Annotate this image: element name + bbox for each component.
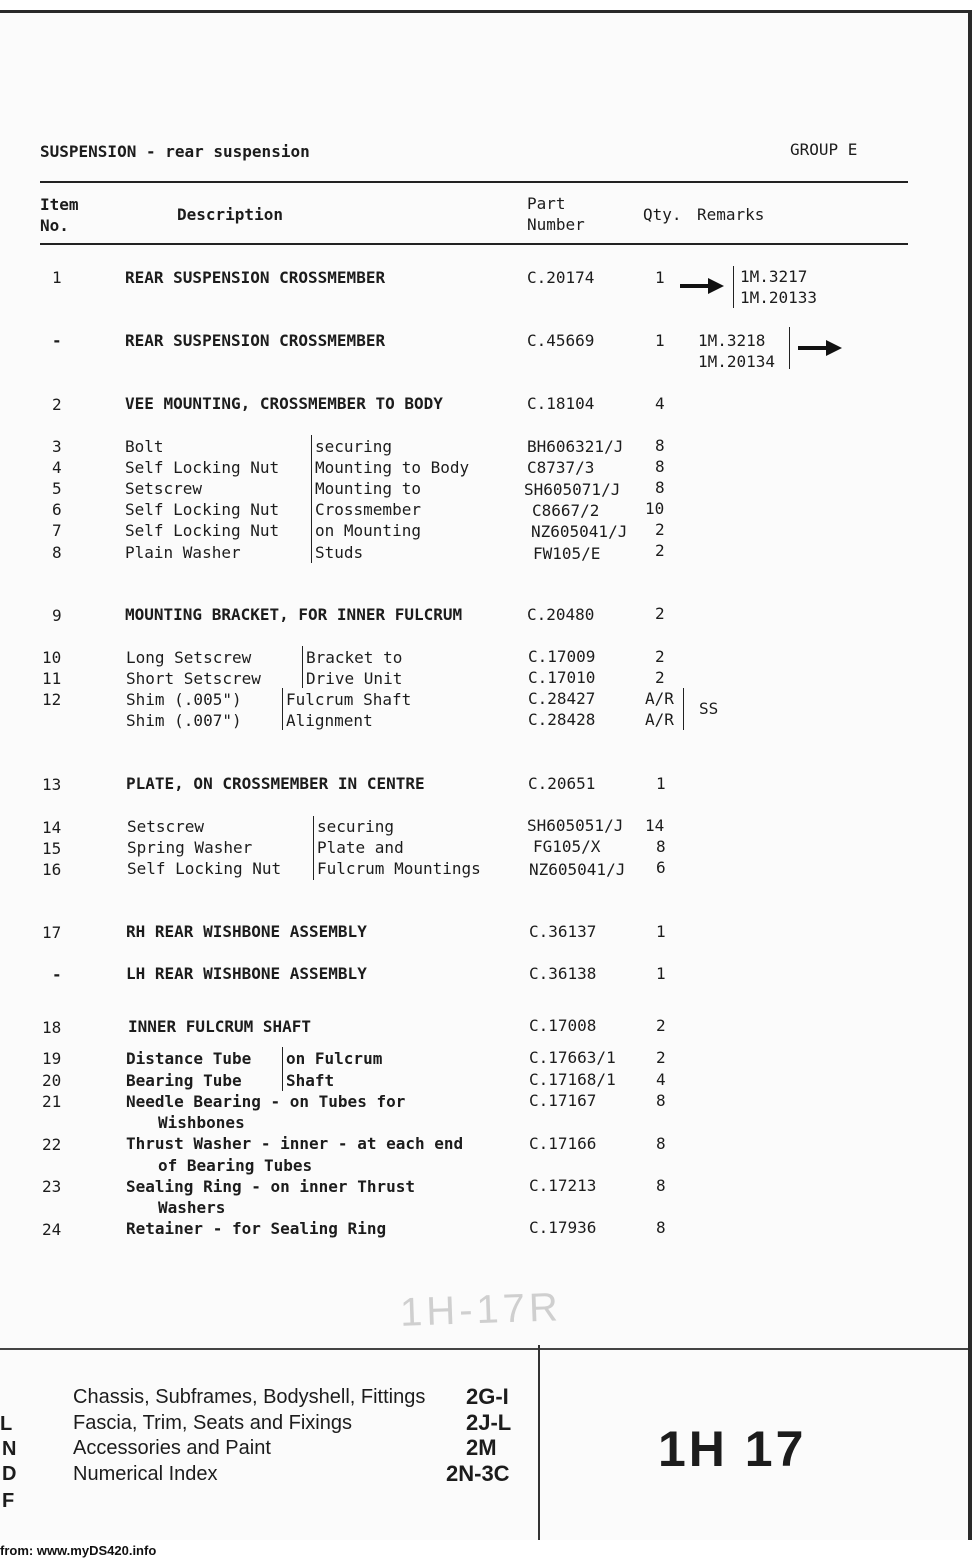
part-description: Self Locking Nut — [125, 458, 280, 477]
item-no: - — [52, 965, 62, 984]
item-no: 14 — [42, 818, 62, 837]
part-number: C.36138 — [529, 964, 597, 983]
remark-bracket — [733, 266, 734, 308]
item-no: 16 — [42, 860, 62, 879]
part-description: Long Setscrew — [126, 648, 252, 667]
quantity: 1 — [655, 331, 665, 350]
quantity: A/R — [645, 710, 674, 729]
item-no: 22 — [42, 1135, 62, 1154]
group-bracket — [282, 1047, 283, 1091]
fitting-note: securing — [315, 437, 393, 456]
part-description: Distance Tube — [126, 1049, 252, 1068]
quantity: 2 — [655, 647, 665, 666]
edge-index-letter: L — [0, 1413, 13, 1435]
part-description: Bearing Tube — [126, 1071, 242, 1090]
col-item-no-1: Item — [40, 195, 79, 214]
item-no: - — [52, 331, 62, 350]
quantity: A/R — [645, 689, 674, 708]
quantity: 2 — [656, 1048, 666, 1067]
part-description: Short Setscrew — [126, 669, 261, 688]
part-description-cont: Washers — [158, 1198, 226, 1217]
part-number: NZ605041/J — [529, 860, 626, 879]
part-number: SH605071/J — [524, 480, 621, 499]
part-number: C.18104 — [527, 394, 595, 413]
quantity: 8 — [656, 1134, 666, 1153]
arrow-right-icon — [680, 278, 724, 294]
item-no: 18 — [42, 1018, 62, 1037]
index-entry-code: 2G-I — [466, 1384, 509, 1409]
part-number: FW105/E — [533, 544, 601, 563]
item-no: 17 — [42, 923, 62, 942]
header-bottom-rule — [40, 243, 908, 245]
part-description: Shim (.005") — [126, 690, 242, 709]
fitting-note: Shaft — [286, 1071, 335, 1090]
arrow-right-icon — [798, 340, 842, 356]
part-description: REAR SUSPENSION CROSSMEMBER — [125, 268, 386, 287]
part-number: C.17010 — [528, 668, 596, 687]
part-number: C.20480 — [527, 605, 595, 624]
part-description: Self Locking Nut — [125, 500, 280, 519]
part-number: C8737/3 — [527, 458, 595, 477]
group-bracket — [311, 435, 312, 563]
part-number: C.17009 — [528, 647, 596, 666]
item-no: 6 — [52, 500, 62, 519]
item-no: 1 — [52, 268, 62, 287]
item-no: 8 — [52, 543, 62, 562]
fitting-note: Drive Unit — [306, 669, 403, 688]
remark-serial-to: 1M.20133 — [740, 288, 818, 307]
quantity: 6 — [656, 858, 666, 877]
item-no: 21 — [42, 1092, 62, 1111]
quantity: 4 — [655, 394, 665, 413]
quantity: 1 — [655, 268, 665, 287]
fitting-note: Plate and — [317, 838, 404, 857]
item-no: 13 — [42, 775, 62, 794]
part-number: SH605051/J — [527, 816, 624, 835]
quantity: 8 — [655, 478, 665, 497]
quantity: 2 — [655, 541, 665, 560]
col-qty: Qty. — [643, 205, 682, 224]
part-number: C.17008 — [529, 1016, 597, 1035]
part-description: RH REAR WISHBONE ASSEMBLY — [126, 922, 367, 941]
edge-index-letter: F — [2, 1490, 15, 1512]
quantity: 4 — [656, 1070, 666, 1089]
quantity: 8 — [656, 837, 666, 856]
edge-index-letter: D — [2, 1463, 17, 1485]
quantity: 1 — [656, 774, 666, 793]
footer-divider — [538, 1345, 540, 1542]
col-part-number-1: Part — [527, 194, 566, 213]
part-description: Self Locking Nut — [125, 521, 280, 540]
part-number: C.28428 — [528, 710, 596, 729]
header-top-rule — [40, 181, 908, 183]
part-number: NZ605041/J — [531, 522, 628, 541]
quantity: 14 — [645, 816, 665, 835]
quantity: 8 — [656, 1091, 666, 1110]
part-description: INNER FULCRUM SHAFT — [128, 1017, 312, 1036]
quantity: 1 — [656, 922, 666, 941]
index-entry-label: Chassis, Subframes, Bodyshell, Fittings — [73, 1386, 426, 1408]
col-item-no-2: No. — [40, 216, 69, 235]
section-title: SUSPENSION - rear suspension — [40, 142, 310, 161]
handwritten-page-note: 1H-17R — [399, 1285, 563, 1335]
group-bracket — [282, 688, 283, 730]
item-no: 2 — [52, 395, 62, 414]
part-number: C.17663/1 — [529, 1048, 616, 1067]
item-no: 10 — [42, 648, 62, 667]
quantity: 8 — [655, 436, 665, 455]
part-description: Setscrew — [127, 817, 205, 836]
item-no: 12 — [42, 690, 62, 709]
item-no: 5 — [52, 479, 62, 498]
part-description: Setscrew — [125, 479, 203, 498]
quantity: 2 — [656, 1016, 666, 1035]
index-entry-label: Numerical Index — [73, 1463, 218, 1485]
remark-serial-from: 1M.3217 — [740, 267, 808, 286]
part-number: C.45669 — [527, 331, 595, 350]
page-code: 1H 17 — [658, 1421, 807, 1477]
item-no: 15 — [42, 839, 62, 858]
item-no: 20 — [42, 1071, 62, 1090]
quantity: 1 — [656, 964, 666, 983]
fitting-note: on Fulcrum — [286, 1049, 383, 1068]
part-number: C.17213 — [529, 1176, 597, 1195]
part-description-cont: of Bearing Tubes — [158, 1156, 313, 1175]
fitting-note: Crossmember — [315, 500, 421, 519]
item-no: 7 — [52, 521, 62, 540]
fitting-note: Mounting to Body — [315, 458, 470, 477]
part-description: VEE MOUNTING, CROSSMEMBER TO BODY — [125, 394, 443, 413]
index-entry-code: 2M — [466, 1435, 497, 1460]
part-number: C.17168/1 — [529, 1070, 616, 1089]
fitting-note: Bracket to — [306, 648, 403, 667]
index-entry-label: Accessories and Paint — [73, 1437, 271, 1459]
part-number: C.17166 — [529, 1134, 597, 1153]
remark-bracket — [683, 688, 684, 730]
part-number: BH606321/J — [527, 437, 624, 456]
part-description: Needle Bearing - on Tubes for — [126, 1092, 406, 1111]
part-number: FG105/X — [533, 837, 601, 856]
fitting-note: Alignment — [286, 711, 373, 730]
col-remarks: Remarks — [697, 205, 765, 224]
item-no: 3 — [52, 437, 62, 456]
part-description: LH REAR WISHBONE ASSEMBLY — [126, 964, 367, 983]
part-description: PLATE, ON CROSSMEMBER IN CENTRE — [126, 774, 425, 793]
part-description: Plain Washer — [125, 543, 241, 562]
group-bracket — [313, 816, 314, 880]
item-no: 19 — [42, 1049, 62, 1068]
part-description: Self Locking Nut — [127, 859, 282, 878]
group-label: GROUP E — [790, 140, 858, 159]
quantity: 2 — [655, 668, 665, 687]
part-description: Thrust Washer - inner - at each end — [126, 1134, 464, 1153]
quantity: 8 — [656, 1218, 666, 1237]
part-description: REAR SUSPENSION CROSSMEMBER — [125, 331, 386, 350]
index-entry-code: 2N-3C — [446, 1461, 510, 1486]
part-number: C8667/2 — [532, 501, 600, 520]
part-description: Spring Washer — [127, 838, 253, 857]
part-number: C.28427 — [528, 689, 596, 708]
fitting-note: on Mounting — [315, 521, 421, 540]
col-description: Description — [177, 205, 283, 224]
remark-bracket — [789, 327, 790, 369]
part-number: C.20174 — [527, 268, 595, 287]
part-description: Retainer - for Sealing Ring — [126, 1219, 387, 1238]
quantity: 8 — [656, 1176, 666, 1195]
part-description: Bolt — [125, 437, 164, 456]
remark-serial-to: 1M.20134 — [698, 352, 776, 371]
item-no: 24 — [42, 1220, 62, 1239]
remark-code: SS — [699, 699, 719, 718]
remark-serial-from: 1M.3218 — [698, 331, 766, 350]
part-description: MOUNTING BRACKET, FOR INNER FULCRUM — [125, 605, 463, 624]
fitting-note: Fulcrum Mountings — [317, 859, 481, 878]
quantity: 10 — [645, 499, 665, 518]
part-number: C.20651 — [528, 774, 596, 793]
part-description-cont: Wishbones — [158, 1113, 245, 1132]
source-url: from: www.myDS420.info — [0, 1543, 157, 1558]
part-description: Sealing Ring - on inner Thrust — [126, 1177, 415, 1196]
edge-index-letter: N — [2, 1438, 17, 1460]
item-no: 4 — [52, 458, 62, 477]
fitting-note: Studs — [315, 543, 364, 562]
col-part-number-2: Number — [527, 215, 585, 234]
item-no: 11 — [42, 669, 62, 688]
index-entry-code: 2J-L — [466, 1410, 512, 1435]
fitting-note: Fulcrum Shaft — [286, 690, 412, 709]
item-no: 23 — [42, 1177, 62, 1196]
index-entry-label: Fascia, Trim, Seats and Fixings — [73, 1412, 352, 1434]
part-number: C.17936 — [529, 1218, 597, 1237]
quantity: 2 — [655, 520, 665, 539]
part-description: Shim (.007") — [126, 711, 242, 730]
fitting-note: Mounting to — [315, 479, 421, 498]
part-number: C.17167 — [529, 1091, 597, 1110]
group-bracket — [302, 646, 303, 688]
part-number: C.36137 — [529, 922, 597, 941]
quantity: 8 — [655, 457, 665, 476]
quantity: 2 — [655, 604, 665, 623]
fitting-note: securing — [317, 817, 395, 836]
item-no: 9 — [52, 606, 62, 625]
